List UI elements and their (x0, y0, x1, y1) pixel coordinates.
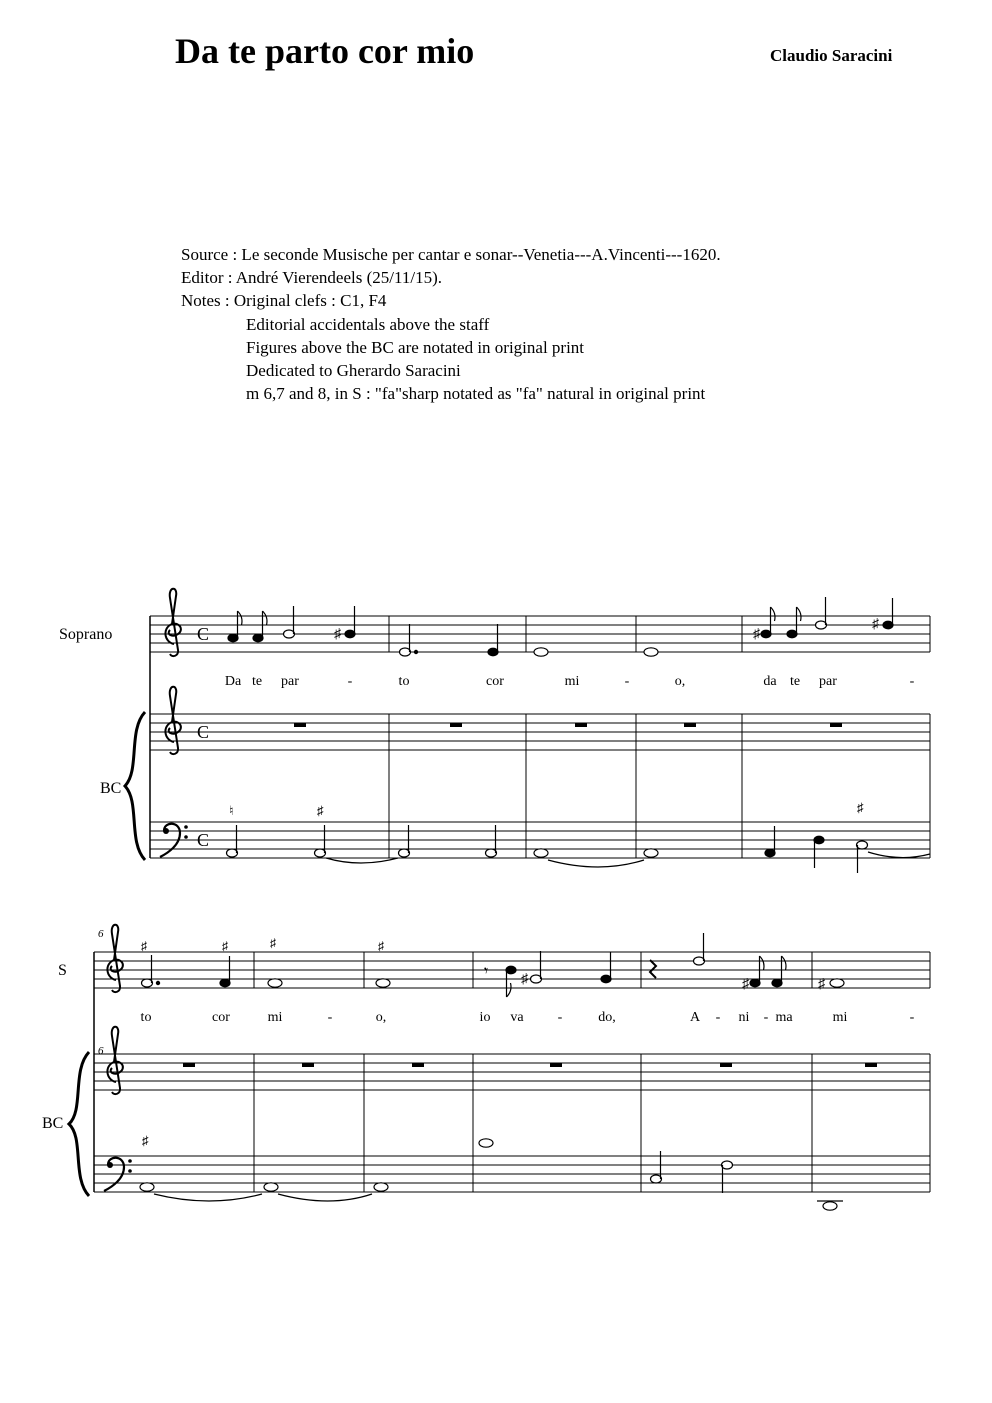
svg-text:♯: ♯ (142, 1133, 149, 1148)
lyric-syllable: o, (375, 1010, 387, 1025)
lyric-hyphen: - (624, 674, 630, 689)
svg-text:♯: ♯ (753, 627, 760, 642)
sharp-note: m 6,7 and 8, in S : "fa"sharp notated as "fa" natural in original print (246, 384, 706, 404)
svg-text:𝄾: 𝄾 (484, 963, 489, 980)
treble-clef-icon (107, 925, 122, 992)
svg-text:♮: ♮ (229, 803, 234, 818)
lyric-syllable: da (763, 674, 777, 689)
soprano-notes-1 (228, 597, 893, 656)
lyric-hyphen: - (327, 1010, 333, 1025)
grand-staff-brace (125, 712, 145, 860)
svg-text:♯: ♯ (222, 939, 228, 953)
whole-rests-2 (183, 1063, 877, 1067)
lyric-hyphen: - (909, 674, 915, 689)
time-signature: C (197, 830, 210, 850)
figures-note: Figures above the BC are notated in original print (246, 337, 585, 357)
clefs-line: Notes : Original clefs : C1, F4 (181, 291, 387, 311)
lyric-syllable: A (689, 1010, 701, 1025)
bass-notes-1 (227, 800, 931, 873)
lyric-syllable: par (819, 674, 837, 689)
treble-clef-icon (107, 1027, 122, 1094)
svg-text:♯: ♯ (818, 977, 825, 992)
soprano-short-label: S (58, 962, 67, 979)
lyric-syllable: par (281, 674, 299, 689)
whole-rests-1 (294, 723, 842, 727)
lyric-syllable: to (398, 674, 410, 689)
lyric-syllable: do, (598, 1010, 616, 1025)
svg-text:♯: ♯ (378, 939, 384, 953)
soprano-notes-2 (141, 933, 844, 997)
bc-short-label: BC (42, 1115, 64, 1132)
soprano-label: Soprano (59, 626, 113, 643)
piece-title: Da te parto cor mio (175, 31, 475, 71)
bc-treble-staff-2 (94, 1054, 930, 1192)
lyric-hyphen: - (557, 1010, 563, 1025)
treble-clef-icon (165, 687, 180, 754)
lyric-syllable: te (251, 674, 263, 689)
accidentals-note: Editorial accidentals above the staff (246, 314, 490, 334)
lyric-syllable: Da (224, 674, 242, 689)
source-line: Source : Le seconde Musische per cantar e sonar--Venetia---A.Vincenti---1620. (181, 245, 721, 264)
svg-text:♯: ♯ (141, 939, 147, 953)
svg-text:♯: ♯ (872, 617, 879, 632)
lyric-syllable: mi (267, 1010, 283, 1025)
lyric-syllable: te (789, 674, 801, 689)
lyric-syllable: va (510, 1010, 524, 1025)
lyric-hyphen: - (763, 1010, 769, 1025)
svg-text:♯: ♯ (317, 803, 324, 818)
treble-clef-icon (165, 589, 180, 656)
svg-text:♯: ♯ (857, 800, 864, 815)
bc-treble-staff-1 (150, 714, 930, 858)
lyric-syllable: ni (738, 1010, 750, 1025)
svg-text:♯: ♯ (270, 936, 276, 950)
svg-text:♯: ♯ (742, 977, 749, 992)
svg-text:♯: ♯ (334, 627, 341, 642)
lyric-syllable: to (140, 1010, 152, 1025)
lyric-hyphen: - (909, 1010, 915, 1025)
time-signature: C (197, 722, 210, 742)
dedication-note: Dedicated to Gherardo Saracini (246, 361, 461, 381)
lyric-syllable: cor (486, 674, 504, 689)
lyric-hyphen: - (715, 1010, 721, 1025)
bass-notes-2 (140, 1133, 843, 1210)
lyric-syllable: mi (832, 1010, 848, 1025)
measure-number: 6 (98, 1045, 104, 1057)
lyric-hyphen: - (347, 674, 353, 689)
bc-bass-staff-2 (94, 1156, 930, 1192)
measure-number: 6 (98, 928, 104, 940)
editor-line: Editor : André Vierendeels (25/11/15). (181, 268, 443, 288)
composer-name: Claudio Saracini (770, 46, 893, 65)
lyric-syllable: mi (564, 674, 580, 689)
lyric-syllable: ma (775, 1010, 793, 1025)
lyric-syllable: cor (212, 1010, 230, 1025)
grand-staff-brace (69, 1052, 89, 1196)
svg-text:♯: ♯ (521, 972, 528, 987)
lyric-syllable: o, (674, 674, 686, 689)
bc-label: BC (100, 780, 122, 797)
lyric-syllable: io (479, 1010, 491, 1025)
time-signature: C (197, 624, 210, 644)
